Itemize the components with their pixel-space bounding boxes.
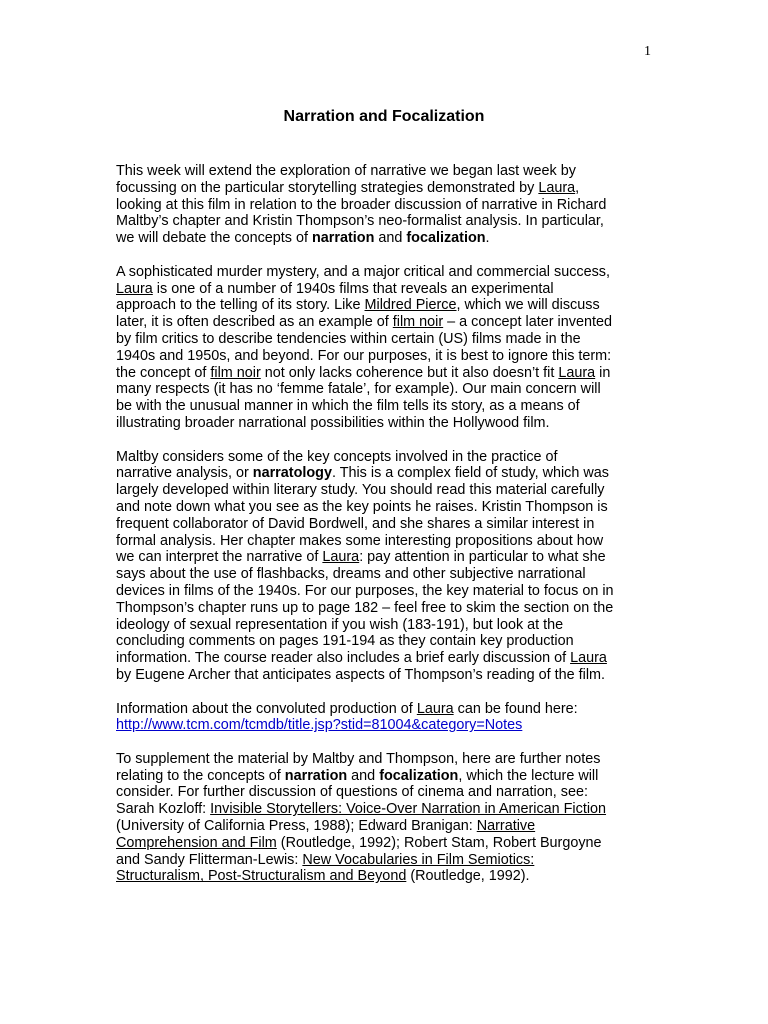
bold-term: narration	[312, 230, 375, 247]
paragraph	[116, 701, 656, 735]
text-line	[116, 650, 656, 667]
text-line	[116, 230, 656, 247]
text-segment: not only lacks coherence but it also doesn’t fit	[260, 364, 559, 381]
text-segment: and note down what you see as the key points he raises. Kristin Thompson is	[116, 498, 608, 515]
text-segment: (Routledge, 1992); Robert Stam, Robert Burgoyne	[276, 834, 602, 851]
underlined-title: Laura	[322, 549, 360, 566]
text-line	[116, 482, 656, 499]
text-segment: consider. For further discussion of questions of cinema and narration, see:	[116, 784, 588, 801]
text-line	[116, 751, 656, 768]
text-segment: (University of California Press, 1988); Edward Branigan:	[116, 818, 477, 835]
text-segment: we will debate the concepts of	[116, 230, 312, 247]
text-segment: Maltby considers some of the key concepts involved in the practice of	[116, 448, 558, 465]
paragraph	[116, 751, 656, 885]
text-segment: concluding comments on pages 191-194 as they contain key production	[116, 633, 574, 650]
text-segment: looking at this film in relation to the broader discussion of narrative in Richard	[116, 196, 607, 213]
underlined-title: film noir	[392, 314, 444, 331]
text-segment: information. The course reader also includes a brief early discussion of	[116, 650, 571, 667]
text-segment: we can interpret the narrative of	[116, 549, 323, 566]
text-line	[116, 835, 656, 852]
tcm-link[interactable]: http://www.tcm.com/tcmdb/title.jsp?stid=81004&category=Notes	[116, 717, 523, 734]
text-segment: largely developed within literary study. You should read this material carefully	[116, 482, 605, 499]
text-segment: relating to the concepts of	[116, 767, 285, 784]
text-line	[116, 331, 656, 348]
text-line	[116, 499, 656, 516]
text-line	[116, 297, 656, 314]
text-segment: be with the unusual manner in which the film tells its story, as a means of	[116, 398, 580, 415]
text-line	[116, 449, 656, 466]
text-line	[116, 600, 656, 617]
text-line	[116, 180, 656, 197]
underlined-title: Laura	[570, 650, 607, 667]
text-segment: later, it is often described as an example of	[116, 314, 393, 331]
bold-term: narration	[284, 767, 348, 784]
text-line	[116, 701, 656, 718]
text-segment: by Eugene Archer that anticipates aspects of Thompson’s reading of the film.	[116, 666, 606, 683]
text-line	[116, 566, 656, 583]
text-line	[116, 784, 656, 801]
text-line	[116, 549, 656, 566]
text-segment: .	[485, 230, 490, 247]
text-line	[116, 197, 656, 214]
text-line	[116, 314, 656, 331]
text-line	[116, 365, 656, 382]
bold-term: narratology	[252, 465, 332, 482]
text-line	[116, 264, 656, 281]
text-segment: in	[595, 364, 611, 381]
underlined-title: Mildred Pierce	[364, 297, 457, 314]
text-line	[116, 398, 656, 415]
text-segment: Sarah Kozloff:	[116, 801, 211, 818]
underlined-title: Laura	[538, 179, 576, 196]
text-segment: is one of a number of 1940s films that reveals an experimental	[152, 280, 554, 297]
text-line	[116, 818, 656, 835]
text-line	[116, 415, 656, 432]
text-segment: , which the lecture will	[458, 767, 599, 784]
text-segment: and	[347, 767, 380, 784]
document-body	[116, 163, 656, 902]
underlined-title: Invisible Storytellers: Voice-Over Narration in American Fiction	[210, 801, 607, 818]
text-line	[116, 281, 656, 298]
text-line	[116, 633, 656, 650]
text-segment: 1940s and 1950s, and beyond. For our purposes, it is best to ignore this term:	[116, 347, 612, 364]
bold-term: focalization	[406, 230, 486, 247]
text-segment: Thompson’s chapter runs up to page 182 – feel free to skim the section on the	[116, 599, 614, 616]
text-segment: by film critics to describe tendencies within certain (US) films made in the	[116, 330, 581, 347]
text-segment: . This is a complex field of study, which was	[331, 465, 609, 482]
text-segment: formal analysis. Her chapter makes some interesting propositions about how	[116, 532, 604, 549]
text-segment: ,	[575, 179, 580, 196]
underlined-title: Structuralism, Post-Structuralism and Beyond	[116, 868, 407, 885]
text-line	[116, 381, 656, 398]
text-segment: and	[374, 230, 407, 247]
text-segment: Information about the convoluted production of	[116, 700, 417, 717]
text-line	[116, 533, 656, 550]
text-line	[116, 717, 656, 734]
text-segment: (Routledge, 1992).	[406, 868, 530, 885]
paragraph	[116, 449, 656, 684]
document-title: Narration and Focalization	[283, 108, 485, 125]
text-line	[116, 213, 656, 230]
text-segment: This week will extend the exploration of narrative we began last week by	[116, 163, 576, 179]
page-number: 1	[644, 44, 651, 59]
text-line	[116, 801, 656, 818]
text-segment: narrative analysis, or	[116, 465, 253, 482]
paragraph	[116, 264, 656, 432]
text-segment: and Sandy Flitterman-Lewis:	[116, 851, 303, 868]
underlined-title: Laura	[558, 364, 596, 381]
text-segment: Maltby’s chapter and Kristin Thompson’s neo-formalist analysis. In particular,	[116, 213, 604, 230]
text-segment: the concept of	[116, 364, 211, 381]
text-segment: focussing on the particular storytelling strategies demonstrated by	[116, 179, 539, 196]
underlined-title: New Vocabularies in Film Semiotics:	[302, 851, 535, 868]
text-line	[116, 667, 656, 684]
text-line	[116, 583, 656, 600]
text-segment: many respects (it has no ‘femme fatale’, for example). Our main concern will	[116, 381, 601, 398]
text-segment: frequent collaborator of David Bordwell, and she shares a similar interest in	[116, 515, 595, 532]
underlined-title: Narrative	[476, 818, 536, 835]
text-line	[116, 348, 656, 365]
paragraph	[116, 163, 656, 247]
underlined-title: Comprehension and Film	[116, 834, 277, 851]
underlined-title: Laura	[116, 280, 153, 297]
underlined-title: film noir	[210, 364, 261, 381]
underlined-title: Laura	[416, 700, 454, 717]
text-line	[116, 465, 656, 482]
text-segment: : pay attention in particular to what she	[359, 549, 606, 566]
text-segment: approach to the telling of its story. Like	[116, 297, 365, 314]
text-segment: To supplement the material by Maltby and Thompson, here are further notes	[116, 750, 601, 767]
text-line	[116, 516, 656, 533]
text-line	[116, 852, 656, 869]
text-line	[116, 868, 656, 885]
text-line	[116, 617, 656, 634]
text-segment: devices in films of the 1940s. For our purposes, the key material to focus on in	[116, 582, 614, 599]
text-line	[116, 163, 656, 180]
text-line	[116, 768, 656, 785]
text-segment: , which we will discuss	[456, 297, 600, 314]
text-segment: illustrating broader narrational possibilities within the Hollywood film.	[116, 414, 550, 431]
text-segment: can be found here:	[453, 700, 578, 717]
text-segment: – a concept later invented	[443, 314, 612, 331]
text-segment: says about the use of flashbacks, dreams and other subjective narrational	[116, 566, 586, 583]
text-segment: ideology of sexual representation if you wish (183-191), but look at the	[116, 616, 564, 633]
text-segment: A sophisticated murder mystery, and a major critical and commercial success,	[116, 263, 610, 280]
bold-term: focalization	[379, 767, 459, 784]
